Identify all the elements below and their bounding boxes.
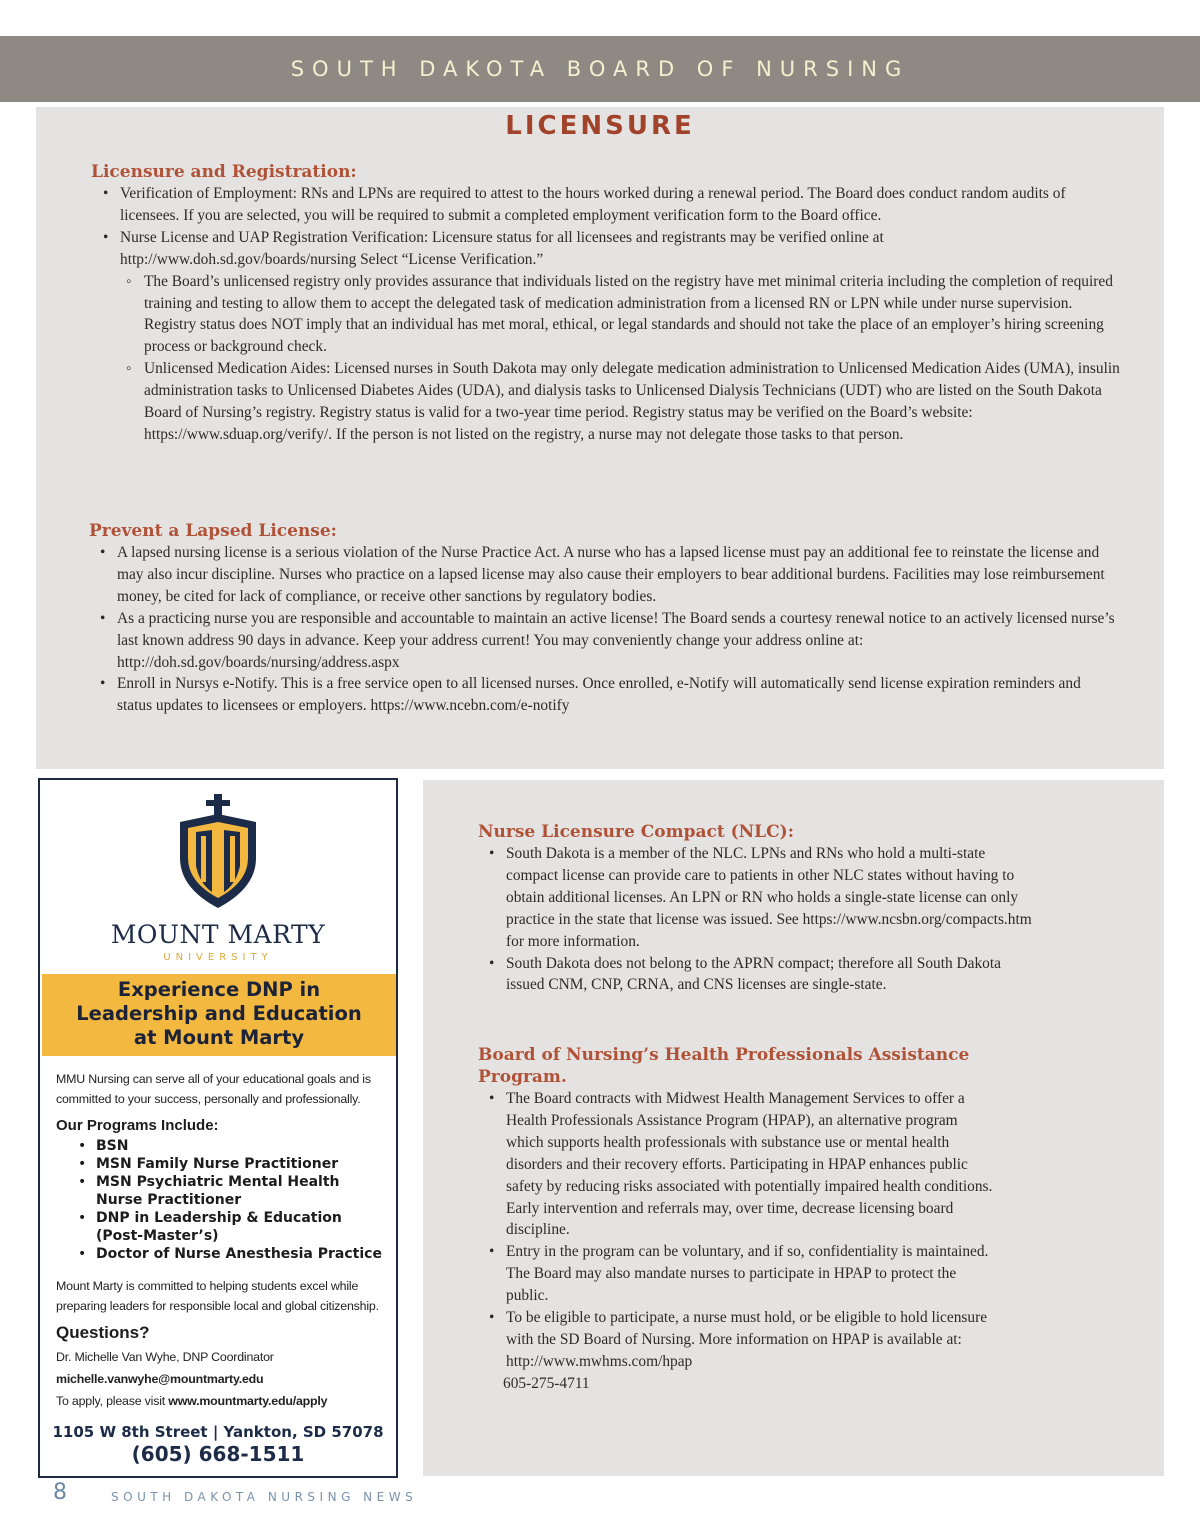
ad-phone: (605) 668-1511	[131, 1442, 305, 1466]
list-item: • Verification of Employment: RNs and LPNs are required to attest to the hours worked during a renewal period. The Board does conduct random audits of licensees. If you are selected, you will be required to submit a completed employment verification form to the Board office.	[100, 183, 1121, 227]
list-item: ◦ The Board’s unlicensed registry only provides assurance that individuals listed on the registry have met minimal criteria including the completion of required training and testing to allow them to accept the delegated task of medication administration from a licensed RN or LPN while under nurse supervision. Registry status does NOT imply that an individual has met moral, ethical, or legal standards and should not take the place of an employer’s hiring screening process or background check.	[108, 271, 1121, 359]
programs-heading: Our Programs Include:	[56, 1117, 219, 1134]
list-item: ◦ Unlicensed Medication Aides: Licensed nurses in South Dakota may only delegate medication administration to Unlicensed Medication Aides (UMA), insulin administration tasks to Unlicensed Diabetes Aides (UDA), and dialysis tasks to Unlicensed Dialysis Technicians (UDT) who are listed on the South Dakota Board of Nursing’s registry. Registry status is valid for a two-year time period. Registry status may be verified on the Board’s website: https://www.sduap.org/verify/. If the person is not listed on the registry, a nurse may not delegate those tasks to that person.	[108, 358, 1121, 446]
list-item: • DNP in Leadership & Education (Post-Master’s)	[76, 1209, 386, 1245]
list-item: • Enroll in Nursys e-Notify. This is a free service open to all licensed nurses. Once enrolled, e-Notify will automatically send license expiration reminders and status updates to licensees or employers. https://www.ncebn.com/e-notify	[97, 673, 1119, 717]
list-item: • The Board contracts with Midwest Health Management Services to offer a Health Professionals Assistance Program (HPAP), an alternative program which supports health professionals with substance use or mental health disorders and their recovery efforts. Participating in HPAP enhances public safety by reducing risks associated with potentially impaired health conditions. Early intervention and referrals may, over time, decrease licensing board discipline.	[486, 1088, 998, 1241]
banner-line: at Mount Marty	[133, 1026, 305, 1049]
lapsed-license-section	[89, 520, 1119, 717]
list-item: • MSN Psychiatric Mental Health Nurse Practitioner	[76, 1173, 386, 1209]
list-item: • To be eligible to participate, a nurse must hold, or be eligible to hold licensure with the SD Board of Nursing. More information on HPAP is available at:	[486, 1307, 998, 1351]
list-item: • Nurse License and UAP Registration Verification: Licensure status for all licensees and registrants may be verified online at http://www.doh.sd.gov/boards/nursing Select “License Verification.”	[100, 227, 1121, 271]
apply-prefix: To apply, please visit	[56, 1394, 169, 1408]
hpap-section	[478, 1044, 998, 1395]
brand-subtitle: UNIVERSITY	[163, 952, 273, 963]
list-item: • BSN	[76, 1137, 386, 1155]
ad-banner	[42, 974, 396, 1056]
programs-list	[76, 1137, 386, 1263]
header-band	[0, 36, 1200, 102]
contact-name: Dr. Michelle Van Wyhe, DNP Coordinator	[56, 1350, 274, 1364]
licensure-registration-heading: Licensure and Registration:	[91, 162, 357, 182]
hpap-heading: Board of Nursing’s Health Professionals Assistance Program.	[478, 1045, 970, 1087]
list-item: • As a practicing nurse you are responsible and accountable to maintain an active license! The Board sends a courtesy renewal notice to an actively licensed nurse’s last known address 90 days in advance. Keep your address current! You may conveniently change your address online at: http://doh.sd.gov/boards/nursing/address.aspx	[97, 608, 1119, 674]
hpap-url[interactable]: http://www.mwhms.com/hpap	[506, 1352, 693, 1370]
apply-link[interactable]: www.mountmarty.edu/apply	[168, 1394, 328, 1408]
list-item: • Doctor of Nurse Anesthesia Practice	[76, 1245, 386, 1263]
page-number: 8	[53, 1480, 67, 1505]
list-item: • MSN Family Nurse Practitioner	[76, 1155, 386, 1173]
banner-line: Experience DNP in	[117, 978, 321, 1001]
lapsed-license-heading: Prevent a Lapsed License:	[89, 521, 337, 541]
nlc-section	[478, 821, 1038, 996]
brand-name: MOUNT MARTY	[110, 920, 326, 949]
nlc-heading: Nurse Licensure Compact (NLC):	[478, 822, 794, 842]
licensure-registration-section	[91, 161, 1121, 446]
list-item: • A lapsed nursing license is a serious violation of the Nurse Practice Act. A nurse who has a lapsed license must pay an additional fee to reinstate the license and may also incur discipline. Nurses who practice on a lapsed license may also cause their employers to bear additional burdens. Facilities may lose reimbursement money, be cited for lack of compliance, or receive other sanctions by regulatory bodies.	[97, 542, 1119, 608]
footer-publication: SOUTH DAKOTA NURSING NEWS	[111, 1490, 418, 1504]
ad-intro: MMU Nursing can serve all of your educational goals and is committed to your success, personally and professionally.	[56, 1072, 371, 1106]
licensure-panel	[36, 107, 1164, 769]
banner-line: Leadership and Education	[76, 1002, 362, 1025]
apply-line	[56, 1391, 386, 1411]
compact-hpap-panel	[423, 780, 1164, 1476]
hpap-phone: 605-275-4711	[503, 1374, 590, 1392]
ad-address: 1105 W 8th Street | Yankton, SD 57078	[52, 1423, 384, 1441]
shield-logo-icon	[40, 792, 396, 912]
section-title: LICENSURE	[505, 111, 695, 141]
publication-header-title: SOUTH DAKOTA BOARD OF NURSING	[290, 57, 910, 81]
contact-email[interactable]: michelle.vanwyhe@mountmarty.edu	[56, 1372, 264, 1386]
ad-commitment: Mount Marty is committed to helping students excel while preparing leaders for responsible local and global citizenship.	[56, 1279, 379, 1313]
list-item: • South Dakota does not belong to the APRN compact; therefore all South Dakota issued CNM, CNP, CRNA, and CNS licenses are single-state.	[486, 953, 1038, 997]
list-item: • Entry in the program can be voluntary, and if so, confidentiality is maintained. The Board may also mandate nurses to participate in HPAP to protect the public.	[486, 1241, 998, 1307]
list-item: • South Dakota is a member of the NLC. LPNs and RNs who hold a multi-state compact license can provide care to patients in other NLC states without having to obtain additional licenses. An LPN or RN who holds a single-state license can only practice in the state that license was issued. See https://www.ncsbn.org/compacts.htm for more information.	[486, 843, 1038, 953]
mount-marty-ad	[38, 778, 398, 1478]
questions-heading: Questions?	[56, 1323, 150, 1342]
